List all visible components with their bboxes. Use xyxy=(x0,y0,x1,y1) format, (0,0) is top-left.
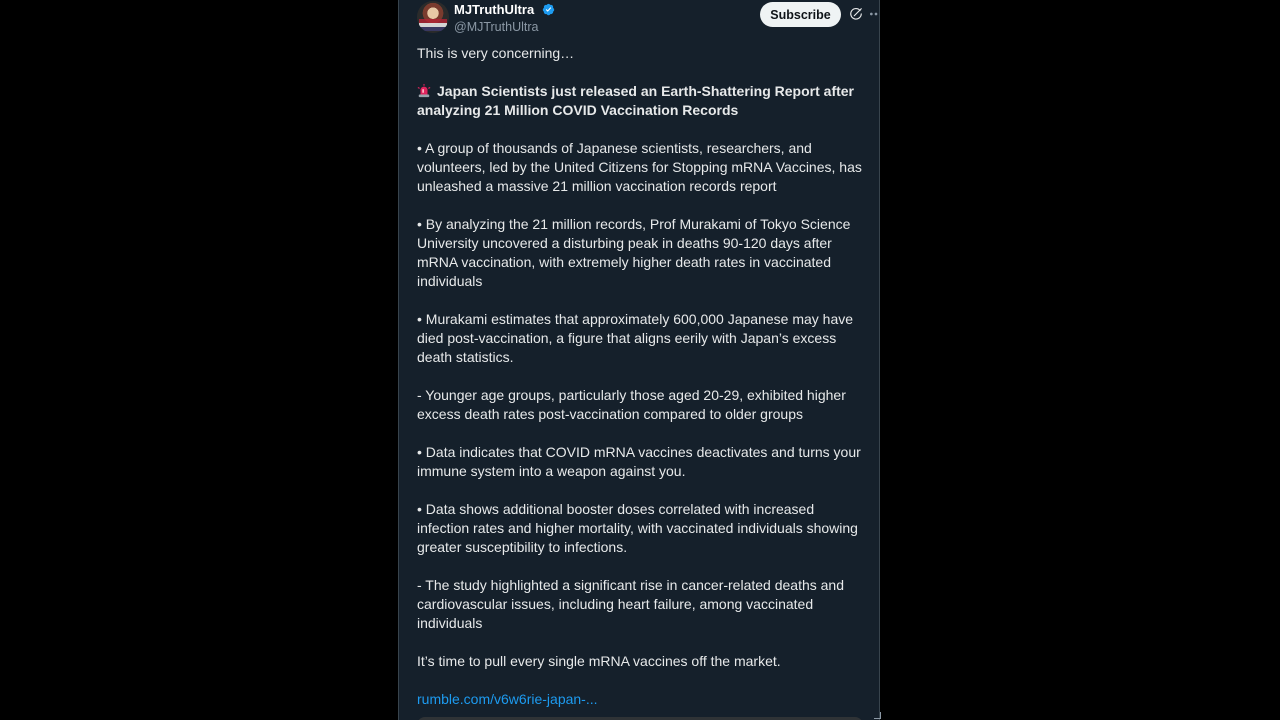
post-paragraph-5: • Data indicates that COVID mRNA vaccines deactivates and turns your immune system into a weapon against you. xyxy=(417,444,861,479)
post-paragraph-7: - The study highlighted a significant rise in cancer-related deaths and cardiovascular issues, including heart failure, among vaccinated individuals xyxy=(417,577,844,631)
post-paragraph-4: - Younger age groups, particularly those aged 20-29, exhibited higher excess death rates post-vaccination compared to older groups xyxy=(417,387,846,422)
post-closing: It’s time to pull every single mRNA vaccines off the market. xyxy=(417,653,781,669)
grok-icon[interactable] xyxy=(847,5,865,23)
subscribe-button[interactable]: Subscribe xyxy=(760,2,841,27)
grok-icon-svg xyxy=(849,7,863,21)
author-handle[interactable]: @MJTruthUltra xyxy=(454,20,539,34)
post-link[interactable]: rumble.com/v6w6rie-japan-... xyxy=(417,691,598,707)
post-header xyxy=(417,0,867,34)
author-display-name[interactable]: MJTruthUltra xyxy=(454,1,535,17)
avatar-image xyxy=(419,19,447,31)
avatar[interactable] xyxy=(417,1,449,33)
post-headline xyxy=(417,82,867,120)
post-paragraph-1: • A group of thousands of Japanese scientists, researchers, and volunteers, led by the United Citizens for Stopping mRNA Vaccines, has unleashed a massive 21 million vaccination records report xyxy=(417,140,862,194)
post-intro: This is very concerning… xyxy=(417,45,575,61)
post-link-line xyxy=(417,690,867,709)
verified-badge-icon xyxy=(542,3,555,16)
post-paragraph-6: • Data shows additional booster doses correlated with increased infection rates and higher mortality, with vaccinated individuals showing greater susceptibility to infections. xyxy=(417,501,858,555)
post-paragraph-3: • Murakami estimates that approximately 600,000 Japanese may have died post-vaccination, a figure that aligns eerily with Japan’s excess death statistics. xyxy=(417,311,854,365)
more-options-icon[interactable] xyxy=(867,5,880,23)
post-body xyxy=(417,44,867,720)
post-paragraph-2: • By analyzing the 21 million records, Prof Murakami of Tokyo Science University uncovered a disturbing peak in deaths 90-120 days after mRNA vaccination, with extremely higher death rates in vaccinated individuals xyxy=(417,216,851,289)
siren-emoji-icon xyxy=(417,84,431,98)
post-panel xyxy=(398,0,880,720)
post-headline-text: Japan Scientists just released an Earth-Shattering Report after analyzing 21 Million COVID Vaccination Records xyxy=(417,83,855,118)
author-block xyxy=(454,1,555,35)
more-options-icon-svg xyxy=(868,6,880,22)
resize-handle[interactable] xyxy=(874,712,881,719)
